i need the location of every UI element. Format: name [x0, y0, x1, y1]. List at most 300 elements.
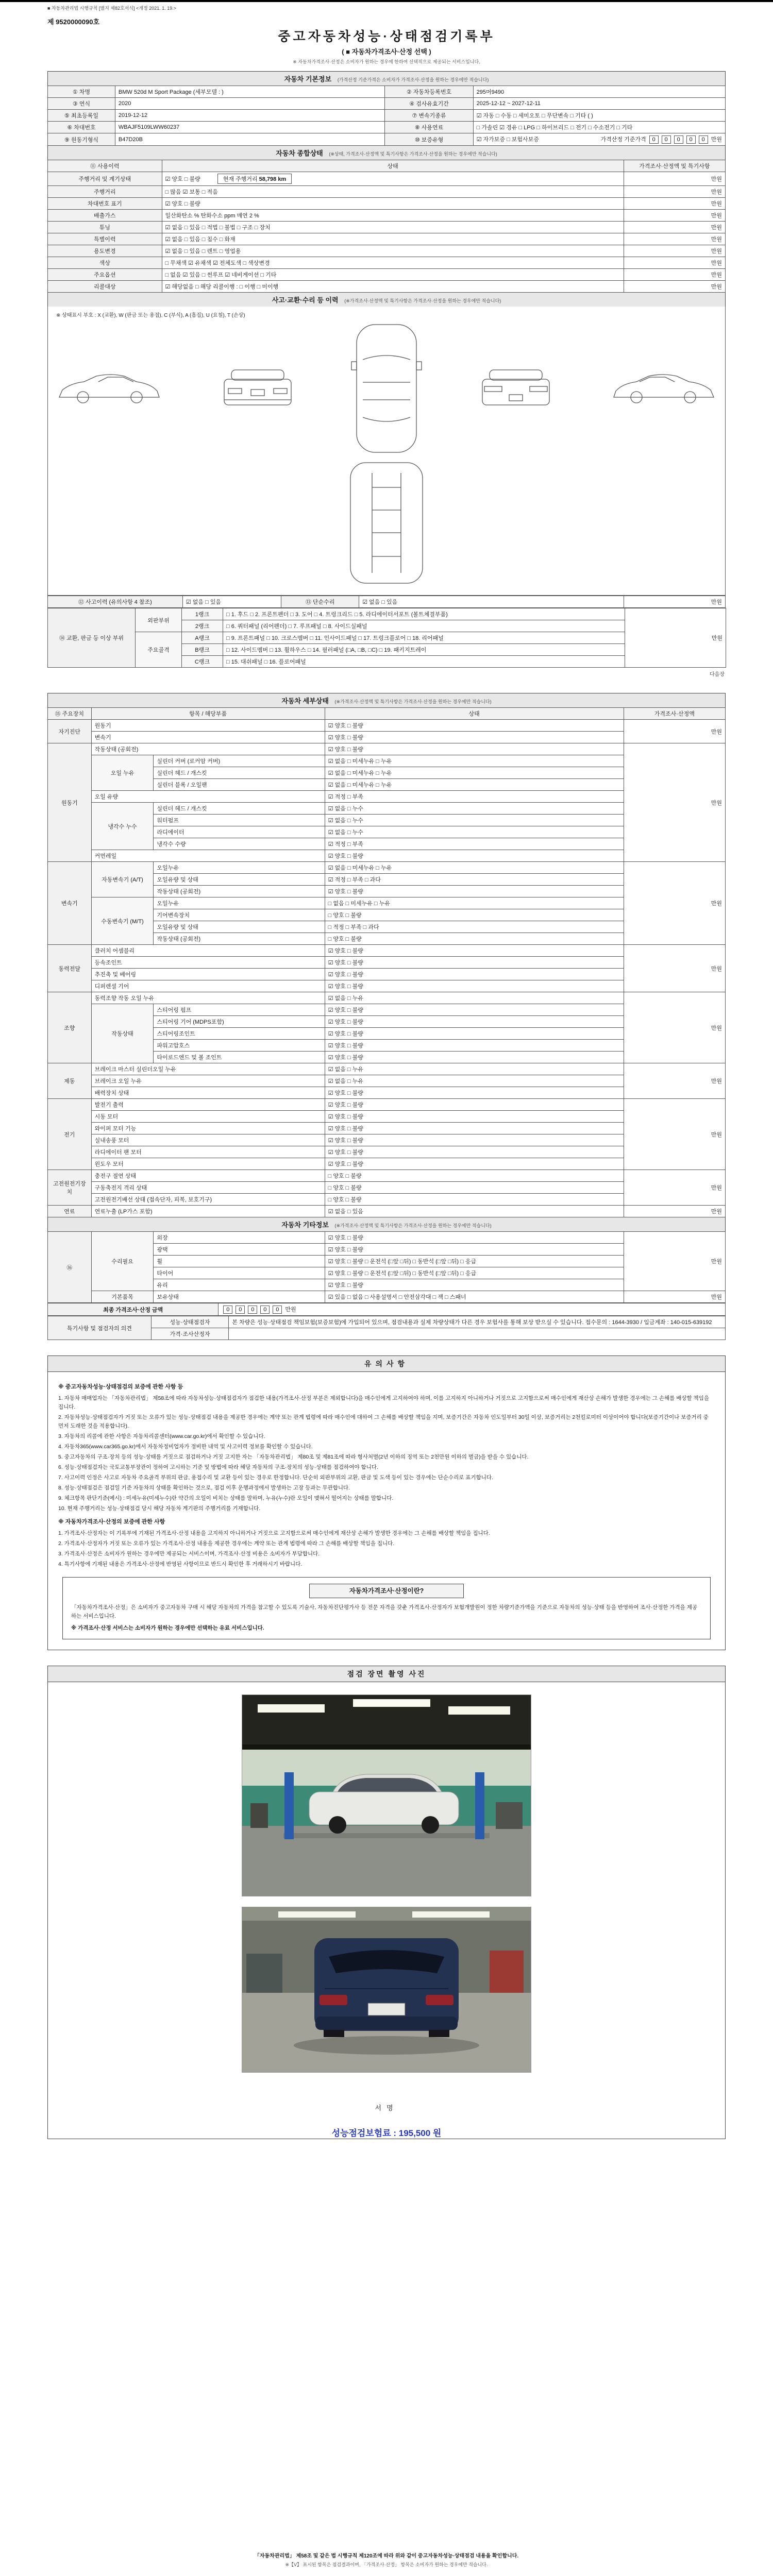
group-price: 만원 — [624, 743, 725, 862]
car-name-value: BMW 520d M Sport Package (세부모델 : ) — [115, 86, 385, 98]
final-price-digit: 0 — [248, 1306, 257, 1314]
group-price: 만원 — [624, 1206, 725, 1217]
rankB-label: B랭크 — [182, 644, 223, 656]
section-overall-title: 자동차 종합상태 — [276, 149, 323, 157]
accident-history-checkboxes[interactable]: ☑ 없음 □ 있음 — [182, 596, 281, 608]
section-basic-info — [47, 71, 726, 86]
simple-repair-label: ⑬ 단순수리 — [281, 596, 359, 608]
item-label: 스티어링조인트 — [154, 1028, 325, 1040]
rank1-checkboxes[interactable]: □ 1. 후드 □ 2. 프론트펜더 □ 3. 도어 □ 4. 트렁크리드 □ 5. 라디에이터서포트 (볼트체결부품) — [223, 608, 625, 620]
row-label: 차대번호 표기 — [48, 198, 162, 210]
item-state[interactable]: ☑ 없음 □ 누유 — [325, 1063, 624, 1075]
item-label: 유리 — [154, 1279, 325, 1291]
next-page-hint: 다음장 — [710, 672, 725, 677]
panel-exchange-table — [47, 608, 726, 668]
device-group: 조향 — [48, 992, 92, 1063]
row-state[interactable]: □ 없음 ☑ 있음 □ 썬루프 ☑ 네비게이션 □ 기타 — [162, 269, 624, 281]
item-label: 발전기 출력 — [91, 1099, 325, 1111]
item-label: 디퍼렌셜 기어 — [91, 980, 325, 992]
main-frame-label: 주요골격 — [136, 632, 182, 668]
item-label: 스티어링 기어 (MDPS포함) — [154, 1016, 325, 1028]
item-state[interactable]: ☑ 양호 □ 불량 □ 운전석 (□앞 □뒤) □ 동반석 (□앞 □뒤) □ 응급 — [325, 1267, 624, 1279]
detail-col-group: ⑮ 주요장치 — [48, 708, 92, 720]
item-label: 동력조향 작동 오일 누유 — [91, 992, 325, 1004]
row-price: 만원 — [624, 257, 725, 269]
item-state[interactable]: □ 적정 □ 부족 □ 과다 — [325, 921, 624, 933]
inspection-period-label: ④ 검사유효기간 — [385, 98, 473, 110]
item-label: 휠 — [154, 1256, 325, 1267]
notice-item: 3. 가격조사·산정은 소비자가 원하는 경우에만 제공되는 서비스이며, 가격조사·산정 비용은 소비자가 부담합니다. — [58, 1550, 320, 1557]
row-price: 만원 — [624, 172, 725, 186]
item-label: 스티어링 펌프 — [154, 1004, 325, 1016]
section-overall — [47, 146, 726, 160]
row-state[interactable]: ☑ 없음 □ 있음 □ 침수 □ 화재 — [162, 233, 624, 245]
simple-repair-checkboxes[interactable]: ☑ 없음 □ 있음 — [359, 596, 624, 608]
item-state[interactable]: ☑ 양호 □ 불량 — [325, 1099, 624, 1111]
group-price: 만원 — [624, 1232, 725, 1291]
section-basic-note: (가격산정 기준가격은 소비자가 가격조사·산정을 원하는 경우에만 적습니다) — [337, 77, 489, 82]
damage-code-legend: ※ 상태표시 부호 : X (교환), W (판금 또는 용접), C (부식), A (흠집), U (요철), T (손상) — [56, 313, 245, 318]
row-label: 특별이력 — [48, 233, 162, 245]
item-label: 오일 유량 — [91, 791, 325, 803]
item-state[interactable]: ☑ 양호 □ 불량 — [325, 980, 624, 992]
opinion-label: 특기사항 및 점검자의 의견 — [48, 1316, 152, 1340]
item-label: 실린더 블록 / 오일팬 — [154, 779, 325, 791]
pricing-info-box — [62, 1577, 711, 1639]
item-subgroup: 냉각수 누수 — [91, 803, 154, 850]
item-subgroup: 수동변속기 (M/T) — [91, 897, 154, 945]
fuel-label: ⑧ 사용연료 — [385, 122, 473, 133]
car-side-left-diagram — [56, 368, 164, 410]
group-price: 만원 — [624, 992, 725, 1063]
row-price: 만원 — [624, 210, 725, 222]
device-group: 동력전달 — [48, 945, 92, 992]
current-odometer-box — [217, 174, 292, 184]
item-label: 연료누출 (LP가스 포함) — [91, 1206, 325, 1217]
signature-label[interactable]: 서명 — [375, 2104, 398, 2112]
row-state[interactable] — [162, 172, 624, 186]
warranty-checkboxes[interactable] — [473, 133, 725, 146]
base-price-digit: 0 — [674, 135, 683, 144]
item-state[interactable]: ☑ 양호 □ 불량 — [325, 732, 624, 743]
row-price: 만원 — [624, 198, 725, 210]
item-label: 냉각수 수량 — [154, 838, 325, 850]
base-price-digit: 0 — [699, 135, 708, 144]
row-price: 만원 — [624, 281, 725, 293]
pricing-info-body: 「자동차가격조사·산정」은 소비자가 중고자동차 구매 시 해당 자동차의 가격을 참고할 수 있도록 기술사, 자동차진단평가사 등 전문 자격을 갖춘 가격조사·산정자가 보험개발원이 정한 차량기준가액을 기준으로 자동차의 성능·상태 등을 반영하여 조사·산정한 가격을 제공하는 서비스입니다. — [71, 1604, 698, 1619]
item-label: 브레이크 오일 누유 — [91, 1075, 325, 1087]
row-price: 만원 — [624, 245, 725, 257]
vin-value: WBAJF5109LWW60237 — [115, 122, 385, 133]
base-price — [601, 135, 722, 144]
detail-state-table — [47, 707, 726, 1217]
item-label: 기어변속장치 — [154, 909, 325, 921]
item-label: 클러치 어셈블리 — [91, 945, 325, 957]
inspector-opinion-text: 본 차량은 성능·상태점검 책임보험(보증보험)에 가입되어 있으며, 점검내용과 실제 차량상태가 다른 경우 보험사를 통해 보상 받으실 수 있습니다. 접수문의 : 1644-3930 / 입금계좌 : 140-015-639192 — [229, 1316, 726, 1328]
page-subtitle: ( ■ 자동차가격조사·산정 선택 ) — [342, 48, 431, 56]
item-label: 오일누유 — [154, 862, 325, 874]
photos-box — [47, 1666, 726, 2139]
device-group: 원동기 — [48, 743, 92, 862]
item-state[interactable]: ☑ 양호 □ 불량 — [325, 945, 624, 957]
item-state[interactable]: ☑ 양호 □ 불량 — [325, 1087, 624, 1099]
row-state[interactable]: 일산화탄소 % 탄화수소 ppm 매연 2 % — [162, 210, 624, 222]
base-price-digit: 0 — [662, 135, 671, 144]
accident-history-table — [47, 596, 726, 608]
etc-group: ⑯ — [48, 1232, 92, 1303]
item-state[interactable]: ☑ 양호 □ 불량 — [325, 1279, 624, 1291]
item-state[interactable]: ☑ 양호 □ 불량 — [325, 720, 624, 732]
year-label: ③ 연식 — [48, 98, 115, 110]
basic-info-table — [47, 86, 726, 146]
notice-item: 6. 성능·상태점검자는 국토교통부장관이 정하여 고시하는 기준 및 방법에 따라 해당 자동차의 구조·장치의 성능·상태를 점검하여야 합니다. — [58, 1464, 378, 1470]
item-state[interactable]: ☑ 없음 □ 미세누유 □ 누유 — [325, 779, 624, 791]
section-etc-title: 자동차 기타정보 — [281, 1221, 329, 1229]
base-price-digit: 0 — [686, 135, 696, 144]
section-etc-note: (※가격조사·산정액 및 특기사항은 가격조사·산정을 원하는 경우에만 적습니다) — [334, 1223, 492, 1228]
item-state[interactable]: ☑ 없음 □ 있음 — [325, 1206, 624, 1217]
item-state[interactable]: ☑ 양호 □ 불량 — [325, 1134, 624, 1146]
year-value: 2020 — [115, 98, 385, 110]
item-label: 실린더 커버 (로커암 커버) — [154, 755, 325, 767]
row-state[interactable]: ☑ 해당없음 □ 해당 리콜이행 : □ 이행 □ 미이행 — [162, 281, 624, 293]
row-label: 주행거리 및 계기상태 — [48, 172, 162, 186]
inspector-label: 성능·상태점검자 — [151, 1316, 229, 1328]
first-reg-value: 2019-12-12 — [115, 110, 385, 122]
item-state[interactable]: □ 양호 □ 불량 — [325, 1170, 624, 1182]
notice-section1-title: ※ 중고자동차성능·상태점검의 보증에 관한 사항 등 — [58, 1384, 183, 1390]
inspection-period-value: 2025-12-12 ~ 2027-12-11 — [473, 98, 725, 110]
item-state[interactable]: ☑ 양호 □ 불량 — [325, 1123, 624, 1134]
first-reg-label: ⑤ 최초등록일 — [48, 110, 115, 122]
item-state[interactable]: □ 양호 □ 불량 — [325, 933, 624, 945]
car-rear-view-diagram — [477, 366, 554, 412]
device-group: 제동 — [48, 1063, 92, 1099]
final-price-value — [219, 1303, 726, 1316]
engine-type-value: B47D20B — [115, 133, 385, 146]
item-state[interactable]: ☑ 양호 □ 불량 — [325, 1146, 624, 1158]
item-label: 브레이크 마스터 실린더오일 누유 — [91, 1063, 325, 1075]
section-accident-title: 사고·교환·수리 등 이력 — [272, 296, 339, 304]
item-state[interactable]: □ 양호 □ 불량 — [325, 909, 624, 921]
item-subgroup: 오일 누유 — [91, 755, 154, 791]
item-label: 보유상태 — [154, 1291, 325, 1303]
item-state[interactable]: ☑ 양호 □ 불량 — [325, 1004, 624, 1016]
item-state[interactable]: ☑ 양호 □ 불량 □ 운전석 (□앞 □뒤) □ 동반석 (□앞 □뒤) □ 응급 — [325, 1256, 624, 1267]
car-front-view-diagram — [219, 366, 296, 412]
rankB-checkboxes[interactable]: □ 12. 사이드멤버 □ 13. 휠하우스 □ 14. 필러패널 (□A, □B, □C) □ 19. 패키지트레이 — [223, 644, 625, 656]
accident-price: 만원 — [624, 596, 725, 608]
item-state[interactable]: ☑ 양호 □ 불량 — [325, 1028, 624, 1040]
device-group: 자기진단 — [48, 720, 92, 743]
notice-item: 1. 자동차 매매업자는 「자동차관리법」 제58조에 따라 자동차성능·상태점검자가 점검한 내용(가격조사·산정 부분은 제외합니다)을 매수인에게 고지하여야 하며, 이를 고지하지 아니하거나 거짓으로 고지함으로써 매수인에게 재산상 손해가 발생한 경우에는 그 손해를 배상할 책임을 집니다. — [58, 1395, 709, 1410]
warranty-value[interactable]: ☑ 자가보증 □ 보험사보증 — [476, 137, 539, 143]
notice-item: 4. 특기사항에 기재된 내용은 가격조사·산정에 반영된 사항이므로 반드시 확인한 후 거래하시기 바랍니다. — [58, 1561, 303, 1567]
exchange-price: 만원 — [625, 608, 726, 668]
outer-panel-label: 외판부위 — [136, 608, 182, 632]
notice-item: 5. 중고자동차의 구조·장치 등의 성능·상태를 거짓으로 점검하거나 거짓 고지한 자는 「자동차관리법」 제80조 및 제81조에 따라 형사처벌(2년 이하의 징역 또는 2천만원 이하의 벌금)을 받을 수 있습니다. — [58, 1453, 529, 1460]
notice-item: 2. 자동차성능·상태점검자가 거짓 또는 오류가 있는 성능·상태점검 내용을 제공한 경우에는 계약 또는 관계 법령에 따라 매수인에 대하여 그 손해를 배상할 책임을 지며, 보증기간은 자동차 인도일부터 30일 이상, 보증거리는 2천킬로미터 이상이어야 합니다(보증기간이나 보증거리 중 먼저 도래한 것을 적용합니다). — [58, 1414, 709, 1429]
section-detail-note: (※가격조사·산정액 및 특기사항은 가격조사·산정을 원하는 경우에만 적습니다) — [334, 699, 492, 704]
warranty-label: ⑩ 보증유형 — [385, 133, 473, 146]
row-label: 배출가스 — [48, 210, 162, 222]
final-price-digit: 0 — [273, 1306, 282, 1314]
appraiser-opinion-text — [229, 1328, 726, 1340]
footer-law-reference: 「자동차관리법」 제58조 및 같은 법 시행규칙 제120조에 따라 위와 같이 중고자동차성능·상태점검 내용을 확인합니다. — [254, 2553, 519, 2559]
row-price: 만원 — [624, 186, 725, 198]
rankA-label: A랭크 — [182, 632, 223, 644]
row-state[interactable]: □ 많음 ☑ 보통 □ 적음 — [162, 186, 624, 198]
vin-label: ⑥ 차대번호 — [48, 122, 115, 133]
photos-title: 점검 장면 촬영 사진 — [48, 1666, 725, 1682]
car-diagram-area — [47, 307, 726, 596]
row-state[interactable]: □ 무채색 ☑ 유채색 ☑ 전체도색 □ 색상변경 — [162, 257, 624, 269]
item-state[interactable]: ☑ 양호 □ 불량 — [325, 969, 624, 980]
item-label: 작동상태 (공회전) — [154, 933, 325, 945]
section-accident-note: (※가격조사·산정액 및 특기사항은 가격조사·산정을 원하는 경우에만 적습니다) — [344, 298, 501, 303]
group-price: 만원 — [624, 862, 725, 945]
form-reference: ■ 자동차관리법 시행규칙 [별지 제82호서식] <개정 2021. 1. 19.> — [47, 6, 176, 11]
pricing-info-tail: ※ 가격조사·산정 서비스는 소비자가 원하는 경우에만 선택하는 유료 서비스입니다. — [71, 1624, 264, 1631]
premium-label: 성능점검보험료 : — [331, 2128, 396, 2138]
basic-items-label: 기본품목 — [91, 1291, 154, 1303]
item-label: 원동기 — [91, 720, 325, 732]
base-price-digit: 0 — [649, 135, 659, 144]
item-label: 실내송풍 모터 — [91, 1134, 325, 1146]
item-state[interactable]: ☑ 양호 □ 불량 — [325, 743, 624, 755]
item-state[interactable]: ☑ 없음 □ 누수 — [325, 803, 624, 815]
notice-item: 4. 자동차365(www.car365.go.kr)에서 자동차정비업자가 정비한 내역 및 사고이력 정보를 확인할 수 있습니다. — [58, 1443, 313, 1450]
photo-workshop-lift-image — [242, 1695, 531, 1896]
overall-col-state: 상태 — [162, 160, 624, 172]
block-detail-state — [47, 693, 726, 1340]
item-subgroup: 작동상태 — [91, 1004, 154, 1063]
section-basic-title: 자동차 기본정보 — [284, 75, 332, 83]
group-price: 만원 — [624, 720, 725, 743]
section-detail-title: 자동차 세부상태 — [281, 697, 329, 705]
section-detail — [47, 693, 726, 707]
row-state[interactable]: ☑ 양호 □ 불량 — [162, 198, 624, 210]
group-price: 만원 — [624, 945, 725, 992]
item-state[interactable]: ☑ 양호 □ 불량 — [325, 1111, 624, 1123]
accident-history-label: ⑫ 사고이력 (유의사항 4 참조) — [48, 596, 183, 608]
row-price: 만원 — [624, 269, 725, 281]
item-state[interactable]: ☑ 적정 □ 부족 — [325, 838, 624, 850]
item-label: 오일유량 및 상태 — [154, 921, 325, 933]
odometer-state-checkboxes[interactable]: ☑ 양호 □ 불량 — [165, 176, 200, 182]
notice-item: 1. 가격조사·산정자는 이 기록부에 기재된 가격조사·산정 내용을 고지하지 아니하거나 거짓으로 고지함으로써 매수인에게 재산상 손해가 발생한 경우에는 그 손해를 배상할 책임을 집니다. — [58, 1530, 490, 1536]
item-label: 등속조인트 — [91, 957, 325, 969]
premium-value: 195,500 원 — [398, 2128, 442, 2138]
row-label: 리콜대상 — [48, 281, 162, 293]
pricing-info-title: 자동차가격조사·산정이란? — [309, 1584, 464, 1598]
notice-item: 7. 사고이력 인정은 사고로 자동차 주요골격 부위의 판금, 용접수리 및 교환 등이 있는 경우로 한정합니다. 단순히 외판부위의 교환, 판금 및 도색 등이 있는 경우에는 단순수리로 표기합니다. — [58, 1474, 493, 1481]
section-etc — [47, 1217, 726, 1231]
device-group: 변속기 — [48, 862, 92, 945]
base-price-label: 가격산정 기준가격 — [600, 137, 646, 143]
rankC-label: C랭크 — [182, 656, 223, 668]
car-side-right-diagram — [609, 368, 717, 410]
item-label: 시동 모터 — [91, 1111, 325, 1123]
opinion-table — [47, 1316, 726, 1340]
device-group: 고전원전기장치 — [48, 1170, 92, 1206]
item-state[interactable]: ☑ 양호 □ 불량 — [325, 1158, 624, 1170]
item-state[interactable]: ☑ 적정 □ 부족 □ 과다 — [325, 874, 624, 886]
item-state[interactable]: □ 양호 □ 불량 — [325, 1194, 624, 1206]
item-label: 커먼레일 — [91, 850, 325, 862]
item-state[interactable]: ☑ 없음 □ 누유 — [325, 1075, 624, 1087]
final-price-label: 최종 가격조사·산정 금액 — [48, 1303, 219, 1316]
item-label: 오일유량 및 상태 — [154, 874, 325, 886]
exchange-label: ⑭ 교환, 판금 등 이상 부위 — [48, 608, 136, 668]
item-label: 라디에이터 — [154, 826, 325, 838]
item-state[interactable]: □ 없음 □ 미세누유 □ 누유 — [325, 897, 624, 909]
final-price-digit: 0 — [236, 1306, 245, 1314]
appraiser-label: 가격·조사산정자 — [151, 1328, 229, 1340]
item-label: 충전구 절연 상태 — [91, 1170, 325, 1182]
row-price: 만원 — [624, 222, 725, 233]
detail-col-item: 항목 / 해당부품 — [91, 708, 325, 720]
block-basic-overall-accident — [47, 71, 726, 677]
repair-need-label: 수리필요 — [91, 1232, 154, 1291]
document-number: 제 9520000090호 — [47, 18, 100, 26]
row-label: 용도변경 — [48, 245, 162, 257]
rankA-checkboxes[interactable]: □ 9. 프론트패널 □ 10. 크로스멤버 □ 11. 인사이드패널 □ 17. 트렁크플로어 □ 18. 리어패널 — [223, 632, 625, 644]
page-title: 중고자동차성능·상태점검기록부 — [278, 29, 495, 44]
inspection-insurance-premium — [48, 2126, 725, 2139]
notice-item: 10. 현재 주행거리는 성능·상태점검 당시 해당 자동차 계기판의 주행거리를 기재합니다. — [58, 1505, 261, 1512]
notice-box — [47, 1355, 726, 1650]
device-group: 전기 — [48, 1099, 92, 1170]
item-label: 작동상태 (공회전) — [154, 886, 325, 897]
item-label: 배력장치 상태 — [91, 1087, 325, 1099]
base-price-unit: 만원 — [711, 137, 722, 143]
item-state[interactable]: ☑ 양호 □ 불량 — [325, 850, 624, 862]
notice-item: 2. 가격조사·산정자가 거짓 또는 오류가 있는 가격조사·산정 내용을 제공한 경우에는 계약 또는 관계 법령에 따라 그 손해를 배상할 책임을 집니다. — [58, 1540, 395, 1547]
rank1-label: 1랭크 — [182, 608, 223, 620]
footer-note: ※【V】 표시된 항목은 점검결과이며, 「가격조사·산정」 항목은 소비자가 원하는 경우에만 적습니다. — [285, 2562, 488, 2567]
item-label: 구동축전지 격리 상태 — [91, 1182, 325, 1194]
item-label: 타이어 — [154, 1267, 325, 1279]
item-label: 실린더 헤드 / 개스킷 — [154, 803, 325, 815]
item-subgroup: 자동변속기 (A/T) — [91, 862, 154, 897]
page-footer — [0, 2546, 773, 2576]
group-price: 만원 — [624, 1291, 725, 1303]
photo-car-rear-image — [242, 1907, 531, 2072]
item-label: 외장 — [154, 1232, 325, 1244]
current-odometer-label: 현재 주행거리 — [223, 176, 258, 182]
row-state[interactable]: ☑ 없음 □ 있음 □ 렌트 □ 영업용 — [162, 245, 624, 257]
item-state[interactable]: ☑ 양호 □ 불량 — [325, 1244, 624, 1256]
reg-no-label: ② 자동차등록번호 — [385, 86, 473, 98]
item-state[interactable]: ☑ 양호 □ 불량 — [325, 1052, 624, 1063]
transmission-checkboxes[interactable]: ☑ 자동 □ 수동 □ 세미오토 □ 무단변속 □ 기타 ( ) — [473, 110, 725, 122]
item-label: 고전원전기배선 상태 (접속단자, 피복, 보호기구) — [91, 1194, 325, 1206]
item-label: 추진축 및 베어링 — [91, 969, 325, 980]
group-price: 만원 — [624, 1099, 725, 1170]
item-state[interactable]: ☑ 없음 □ 미세누유 □ 누유 — [325, 767, 624, 779]
final-price-digit: 0 — [223, 1306, 232, 1314]
item-state[interactable]: ☑ 없음 □ 누수 — [325, 826, 624, 838]
item-state[interactable]: ☑ 없음 □ 누수 — [325, 815, 624, 826]
item-state[interactable]: ☑ 양호 □ 불량 — [325, 1232, 624, 1244]
item-state[interactable]: ☑ 적정 □ 부족 — [325, 791, 624, 803]
car-name-label: ① 차명 — [48, 86, 115, 98]
notice-section2-title: ※ 자동차가격조사·산정의 보증에 관한 사항 — [58, 1518, 165, 1525]
item-state[interactable]: ☑ 양호 □ 불량 — [325, 1040, 624, 1052]
item-state[interactable]: ☑ 없음 □ 누유 — [325, 992, 624, 1004]
item-state[interactable]: ☑ 양호 □ 불량 — [325, 957, 624, 969]
car-underbody-diagram — [340, 459, 433, 587]
inspection-photo-rear — [242, 1907, 531, 2073]
item-state[interactable]: ☑ 없음 □ 미세누유 □ 누유 — [325, 862, 624, 874]
group-price: 만원 — [624, 1170, 725, 1206]
notice-item: 9. 체크항목 판단기준(예시) : 미세누유(미세누수)란 약간의 오일이 비치는 상태를 말하며, 누유(누수)란 오일이 맺혀서 떨어지는 상태를 말합니다. — [58, 1495, 394, 1501]
item-state[interactable]: ☑ 있음 □ 없음 □ 사용설명서 □ 안전삼각대 □ 잭 □ 스패너 — [325, 1291, 624, 1303]
notice-title: 유의사항 — [48, 1356, 725, 1372]
item-label: 광택 — [154, 1244, 325, 1256]
section-overall-note: (※상태, 가격조사·산정액 및 특기사항은 가격조사·산정을 원하는 경우에만 적습니다) — [329, 151, 497, 157]
item-label: 실린더 헤드 / 개스킷 — [154, 767, 325, 779]
group-price: 만원 — [624, 1063, 725, 1099]
fuel-checkboxes[interactable]: □ 가솔린 ☑ 경유 □ LPG □ 하이브리드 □ 전기 □ 수소전기 □ 기타 — [473, 122, 725, 133]
car-top-view-diagram — [350, 321, 423, 456]
row-label: 주행거리 — [48, 186, 162, 198]
final-price-table — [47, 1303, 726, 1316]
row-label: 튜닝 — [48, 222, 162, 233]
row-label: 주요옵션 — [48, 269, 162, 281]
detail-col-price: 가격조사·산정액 — [624, 708, 725, 720]
item-label: 워터펌프 — [154, 815, 325, 826]
rank2-checkboxes[interactable]: □ 6. 쿼터패널 (리어펜더) □ 7. 루프패널 □ 8. 사이드실패널 — [223, 620, 625, 632]
item-label: 변속기 — [91, 732, 325, 743]
reg-no-value: 295머9490 — [473, 86, 725, 98]
notice-item: 8. 성능·상태점검은 점검일 기준 자동차의 상태를 확인하는 것으로, 점검 이후 운행과정에서 발생하는 고장 등과는 무관합니다. — [58, 1484, 350, 1491]
item-state[interactable]: □ 양호 □ 불량 — [325, 1182, 624, 1194]
overall-state-table — [47, 160, 726, 293]
item-label: 라디에이터 팬 모터 — [91, 1146, 325, 1158]
current-odometer-value: 58,798 km — [259, 176, 287, 182]
item-label: 작동상태 (공회전) — [91, 743, 325, 755]
row-price: 만원 — [624, 233, 725, 245]
final-price-unit: 만원 — [285, 1307, 296, 1313]
notice-item: 3. 자동차의 리콜에 관한 사항은 자동차리콜센터(www.car.go.kr)에서 확인할 수 있습니다. — [58, 1433, 265, 1439]
overall-col-price: 가격조사·산정액 및 특기사항 — [624, 160, 725, 172]
etc-info-table — [47, 1231, 726, 1303]
row-state[interactable]: ☑ 없음 □ 있음 □ 적법 □ 불법 □ 구조 □ 장치 — [162, 222, 624, 233]
device-group: 연료 — [48, 1206, 92, 1217]
item-label: 파워고압호스 — [154, 1040, 325, 1052]
rank2-label: 2랭크 — [182, 620, 223, 632]
section-accident — [47, 293, 726, 307]
item-label: 오일누유 — [154, 897, 325, 909]
item-state[interactable]: ☑ 양호 □ 불량 — [325, 886, 624, 897]
transmission-label: ⑦ 변속기종류 — [385, 110, 473, 122]
item-label: 윈도우 모터 — [91, 1158, 325, 1170]
item-state[interactable]: ☑ 없음 □ 미세누유 □ 누유 — [325, 755, 624, 767]
inspection-photo-lift — [242, 1694, 531, 1896]
engine-type-label: ⑨ 원동기형식 — [48, 133, 115, 146]
overall-col-history: ⑪ 사용이력 — [48, 160, 162, 172]
final-price-digit: 0 — [260, 1306, 270, 1314]
row-label: 색상 — [48, 257, 162, 269]
item-state[interactable]: ☑ 양호 □ 불량 — [325, 1016, 624, 1028]
item-label: 타이로드엔드 및 볼 조인트 — [154, 1052, 325, 1063]
detail-col-state: 상태 — [325, 708, 624, 720]
page-title-note: ※ 자동차가격조사·산정은 소비자가 원하는 경우에 한하여 선택적으로 제공되는 서비스입니다. — [293, 59, 480, 64]
rankC-checkboxes[interactable]: □ 15. 대쉬패널 □ 16. 플로어패널 — [223, 656, 625, 668]
item-label: 와이퍼 모터 기능 — [91, 1123, 325, 1134]
